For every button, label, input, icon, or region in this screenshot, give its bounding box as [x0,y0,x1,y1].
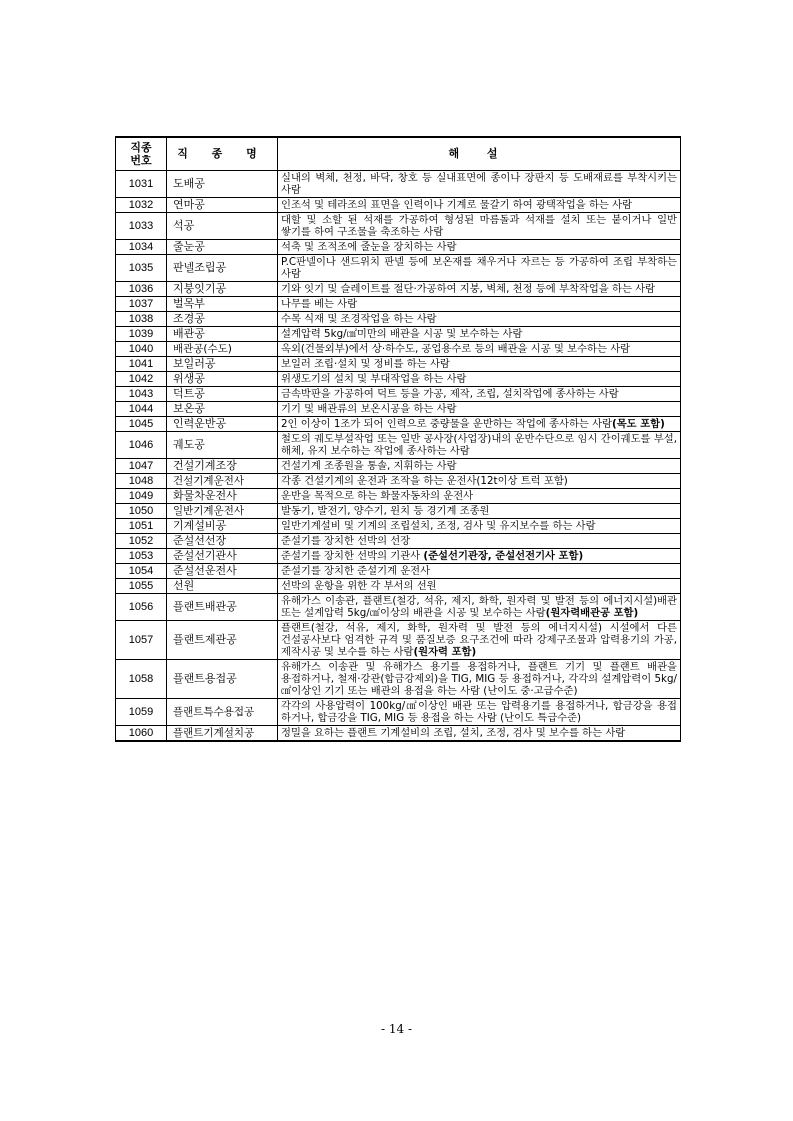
job-description [278,519,681,534]
job-description [278,297,681,312]
job-description [278,432,681,459]
job-code: 1037 [116,297,167,312]
job-description-text: 금속박판을 가공하여 덕트 등을 가공, 제작, 조립, 설치작업에 종사하는 사람 [281,388,619,400]
table-row [116,282,681,297]
table-row [116,417,681,432]
job-code: 1031 [116,171,167,198]
job-code: 1041 [116,357,167,372]
table-row [116,387,681,402]
job-name: 조경공 [167,312,278,327]
table-row [116,342,681,357]
job-name: 판넬조립공 [167,255,278,282]
job-description [278,726,681,742]
job-code: 1044 [116,402,167,417]
job-name: 플랜트배관공 [167,594,278,621]
job-name: 건설기계조장 [167,459,278,474]
table-row [116,534,681,549]
job-description [278,474,681,489]
table-row [116,171,681,198]
job-description [278,489,681,504]
job-description-text: P.C판넬이나 샌드위치 판넬 등에 보온재를 채우거나 자르는 등 가공하여 조립 부착하는 사람 [281,256,677,280]
table-row [116,372,681,387]
job-description-text: 유해가스 이송관, 플랜트(철강, 석유, 제지, 화학, 원자력 및 발전 등의 에너지시설)배관 또는 설계압력 5kg/㎠이상의 배관을 시공 및 보수하는 사람 [281,595,677,619]
job-description [278,660,681,699]
job-code: 1045 [116,417,167,432]
header-name: 직 종 명 [167,137,278,171]
job-description [278,372,681,387]
table-row [116,579,681,594]
table-row [116,357,681,372]
job-description [278,198,681,213]
job-description-text: 위생도기의 설치 및 부대작업을 하는 사람 [281,373,467,385]
job-description-text: 수목 식재 및 조경작업을 하는 사람 [281,313,437,325]
job-description-text: 유해가스 이송관 및 유해가스 용기를 용접하거나, 플랜트 기기 및 플랜트 배관을 용접하거나, 철재·강관(합금강제외)을 TIG, MIG 등 용접하거나, 각각의 설계압력이 5kg/㎠이상인 기기 또는 배관의 용접을 하는 사람 (난이도 중·고급수준) [281,661,677,697]
header-code-line2: 번호 [130,154,152,167]
job-description-text: 정밀을 요하는 플랜트 기계설비의 조립, 설치, 조정, 검사 및 보수를 하는 사람 [281,727,626,739]
table-row [116,660,681,699]
table-row [116,489,681,504]
job-description-text: 준설기를 장치한 선박의 선장 [281,535,411,547]
job-code: 1055 [116,579,167,594]
job-code: 1053 [116,549,167,564]
job-description-text: 대할 및 소할 된 석재를 가공하여 형성된 마름돌과 석재를 설치 또는 붙이거나 일반 쌓기를 하여 구조물을 축조하는 사람 [281,214,677,238]
job-description [278,312,681,327]
job-description-text: 2인 이상이 1조가 되어 인력으로 중량물을 운반하는 작업에 종사하는 사람 [281,418,613,430]
table-header-row [116,137,681,171]
job-description [278,255,681,282]
job-code: 1039 [116,327,167,342]
job-description-text: 나무를 베는 사람 [281,298,358,310]
job-name: 보온공 [167,402,278,417]
job-name: 배관공(수도) [167,342,278,357]
job-name: 석공 [167,213,278,240]
job-description [278,171,681,198]
job-code: 1047 [116,459,167,474]
job-description-text: 보일러 조립·설치 및 정비를 하는 사람 [281,358,450,370]
job-description [278,282,681,297]
job-description-text: 철도의 궤도부설작업 또는 일반 공사장(사업장)내의 운반수단으로 임시 간이궤도를 부설, 해체, 유지 보수하는 작업에 종사하는 사람 [281,433,677,457]
job-description [278,417,681,432]
job-description-text: 준설기를 장치한 준설기계 운전사 [281,565,431,577]
job-code: 1049 [116,489,167,504]
job-description-text: 기기 및 배관류의 보온시공을 하는 사람 [281,403,457,415]
job-description-text: 각각의 사용압력이 100kg/㎠이상인 배관 또는 압력용기를 용접하거나, 합금강을 용접 하거나, 합금강을 TIG, MIG 등 용접을 하는 사람 (난이도 특급수준) [281,700,677,724]
job-code: 1054 [116,564,167,579]
job-name: 벌목부 [167,297,278,312]
job-description-text: 실내의 벽체, 천정, 바닥, 창호 등 실내표면에 종이나 장판지 등 도배재료를 부착시키는 사람 [281,172,677,196]
job-code: 1056 [116,594,167,621]
job-description-emphasis: (준설선기관장, 준설선전기사 포함) [423,550,584,562]
table-row [116,213,681,240]
job-name: 플랜트용접공 [167,660,278,699]
table-row [116,198,681,213]
job-name: 기계설비공 [167,519,278,534]
table-row [116,255,681,282]
table-row [116,564,681,579]
table-row [116,699,681,726]
table-row [116,240,681,255]
job-code: 1058 [116,660,167,699]
job-code: 1057 [116,621,167,660]
job-code: 1032 [116,198,167,213]
header-code [116,137,167,171]
job-name: 궤도공 [167,432,278,459]
job-code: 1052 [116,534,167,549]
job-description-emphasis: (목도 포함) [612,418,665,430]
job-description-text: 인조석 및 테라조의 표면을 인력이나 기계로 물갈기 하여 광택작업을 하는 사람 [281,199,633,211]
table-row [116,474,681,489]
job-name: 연마공 [167,198,278,213]
job-description-emphasis: (원자력배관공 포함) [545,607,639,619]
job-name: 준설선선장 [167,534,278,549]
job-name: 플랜트제관공 [167,621,278,660]
job-code: 1036 [116,282,167,297]
job-description-text: 선박의 운항을 위한 각 부서의 선원 [281,580,437,592]
job-description [278,699,681,726]
job-name: 화물차운전사 [167,489,278,504]
job-description [278,564,681,579]
job-code: 1051 [116,519,167,534]
job-code: 1042 [116,372,167,387]
table-row [116,549,681,564]
job-name: 보일러공 [167,357,278,372]
table-row [116,402,681,417]
job-description-text: 플랜트(철강, 석유, 제지, 화학, 원자력 및 발전 등의 에너지시설) 시설에서 다른 건설공사보다 엄격한 규격 및 품질보증 요구조건에 따라 강제구조물과 압력용기의 가공, 제작시공 및 보수를 하는 사람 [281,622,677,658]
job-code: 1040 [116,342,167,357]
job-code: 1050 [116,504,167,519]
job-name: 플랜트특수용접공 [167,699,278,726]
job-description-text: 준설기를 장치한 선박의 기관사 [281,550,424,562]
job-name: 준설선기관사 [167,549,278,564]
job-name: 도배공 [167,171,278,198]
job-description-text: 석축 및 조적조에 줄눈을 장치하는 사람 [281,241,457,253]
job-description-text: 옥외(건물외부)에서 상·하수도, 공업용수로 등의 배관을 시공 및 보수하는 사람 [281,343,631,355]
job-description [278,342,681,357]
job-code: 1048 [116,474,167,489]
job-name: 줄눈공 [167,240,278,255]
job-code: 1034 [116,240,167,255]
job-description-text: 설계압력 5kg/㎠미만의 배관을 시공 및 보수하는 사람 [281,328,523,340]
table-body [116,171,681,742]
job-name: 건설기계운전사 [167,474,278,489]
job-description [278,579,681,594]
job-code: 1038 [116,312,167,327]
table-row [116,594,681,621]
job-name: 위생공 [167,372,278,387]
job-code: 1033 [116,213,167,240]
job-description-text: 운반을 목적으로 하는 화물자동차의 운전사 [281,490,474,502]
job-name: 일반기계운전사 [167,504,278,519]
table-row [116,519,681,534]
job-code: 1060 [116,726,167,742]
table-row [116,432,681,459]
job-name: 인력운반공 [167,417,278,432]
table-row [116,459,681,474]
job-description [278,213,681,240]
job-code: 1059 [116,699,167,726]
job-code: 1043 [116,387,167,402]
job-description-text: 기와 잇기 및 슬레이트를 절단·가공하여 지붕, 벽체, 천정 등에 부착작업을 하는 사람 [281,283,656,295]
job-classification-table [115,136,681,742]
table-row [116,297,681,312]
job-description-text: 각종 건설기계의 운전과 조작을 하는 운전사(12t이상 트럭 포함) [281,475,568,487]
job-description [278,459,681,474]
job-name: 준설선운전사 [167,564,278,579]
table-row [116,621,681,660]
header-desc: 해 설 [278,137,681,171]
table-row [116,504,681,519]
job-name: 배관공 [167,327,278,342]
job-description [278,549,681,564]
job-description [278,621,681,660]
table-row [116,312,681,327]
job-name: 덕트공 [167,387,278,402]
header-code-line1: 직종 [130,141,152,154]
table-row [116,726,681,742]
job-description [278,240,681,255]
job-description-text: 발동기, 발전기, 양수기, 윈치 등 경기계 조종원 [281,505,490,517]
job-description-emphasis: (원자력 포함) [413,646,477,658]
job-code: 1035 [116,255,167,282]
job-description [278,534,681,549]
job-name: 플랜트기계설치공 [167,726,278,742]
job-description [278,402,681,417]
job-description-text: 일반기계설비 및 기계의 조립설치, 조정, 검사 및 유지보수를 하는 사람 [281,520,596,532]
table-row [116,327,681,342]
job-code: 1046 [116,432,167,459]
job-description [278,357,681,372]
job-description-text: 건설기계 조종원을 통솔, 지휘하는 사람 [281,460,457,472]
job-name: 지붕잇기공 [167,282,278,297]
job-description [278,504,681,519]
job-name: 선원 [167,579,278,594]
job-description [278,327,681,342]
job-description [278,387,681,402]
job-description [278,594,681,621]
page-number: - 14 - [380,1022,412,1036]
